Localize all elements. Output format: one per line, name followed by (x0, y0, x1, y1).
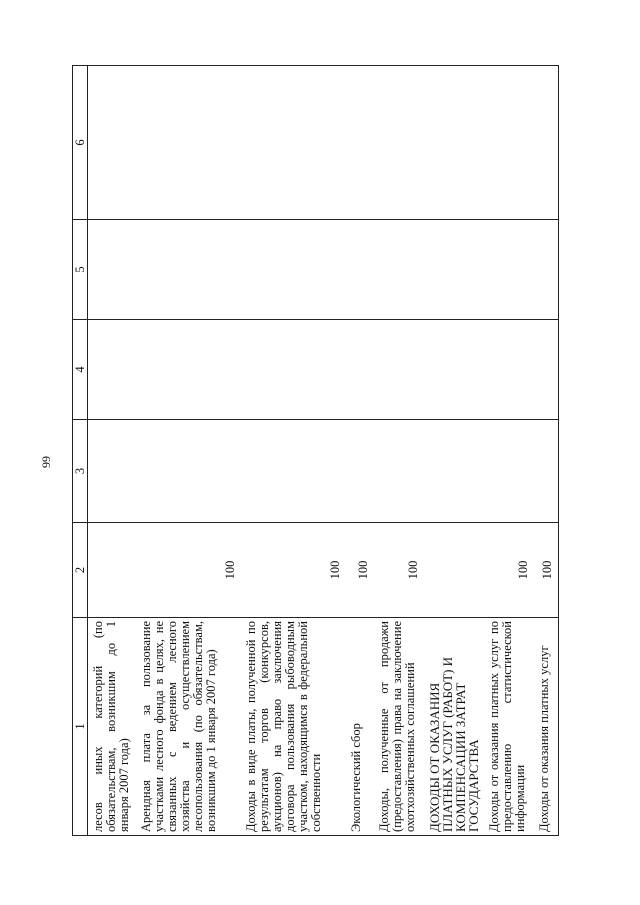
row-value: 100 (346, 523, 374, 618)
table-row (374, 66, 424, 836)
row-name: лесов иных категорий (по обязательствам, возникшим до 1 января 2007 года) (88, 618, 137, 836)
table-row (346, 66, 374, 836)
column-header: 6 (73, 66, 88, 220)
row-value (424, 523, 484, 618)
column-header: 2 (73, 523, 88, 618)
column-header: 5 (73, 220, 88, 320)
row-value: 100 (484, 523, 534, 618)
budget-table (72, 65, 559, 836)
row-name: Доходы в виде платы, полученной по результатам торгов (конкурсов, аукционов) на право заключения договора пользования рыбоводным участком, находящимся в федеральной собственности (241, 618, 346, 836)
row-name: Доходы от оказания платных услуг по предоставлению статистической информации (484, 618, 534, 836)
rotated-table-page (72, 66, 620, 836)
row-value: 100 (374, 523, 424, 618)
row-value: 100 (241, 523, 346, 618)
column-header: 3 (73, 420, 88, 523)
table-row (241, 66, 346, 836)
table-row (424, 66, 484, 836)
page-number: 99 (39, 456, 53, 468)
column-header: 4 (73, 320, 88, 420)
row-value (88, 523, 137, 618)
row-value: 100 (534, 523, 559, 618)
table-row (534, 66, 559, 836)
row-value: 100 (136, 523, 241, 618)
row-name: Доходы от оказания платных услуг (534, 618, 559, 836)
table-header-row (73, 66, 88, 836)
table-row (88, 66, 137, 836)
table-row (136, 66, 241, 836)
row-name: Арендная плата за пользование участками лесного фонда в целях, не связанных с ведением лесного хозяйства и осуществлением лесопользования (по обязательствам, возникшим до 1 января 2007 года) (136, 618, 241, 836)
section-heading: ДОХОДЫ ОТ ОКАЗАНИЯ ПЛАТНЫХ УСЛУГ (РАБОТ) И КОМПЕНСАЦИИ ЗАТРАТ ГОСУДАРСТВА (424, 618, 484, 836)
row-name: Экологический сбор (346, 618, 374, 836)
column-header: 1 (73, 618, 88, 836)
row-name: Доходы, полученные от продажи (предоставления) права на заключение охотхозяйственных соглашений (374, 618, 424, 836)
table-row (484, 66, 534, 836)
